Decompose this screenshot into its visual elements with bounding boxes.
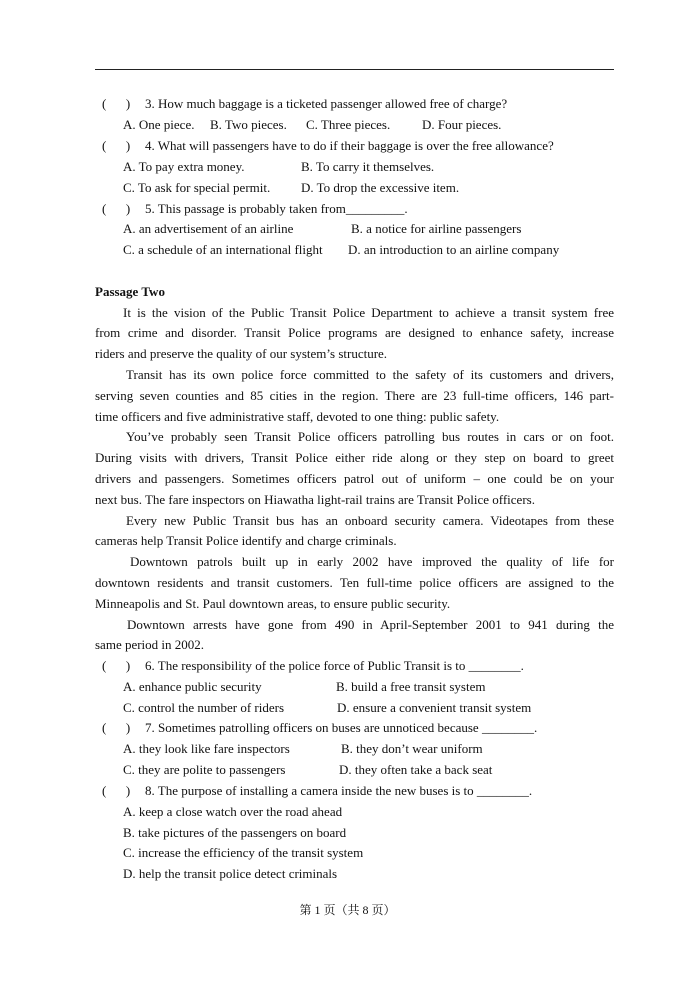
answer-blank-8[interactable]: ( ) (102, 783, 131, 798)
question-8-option-c: C. increase the efficiency of the transit system (123, 845, 364, 860)
question-8-option-d: D. help the transit police detect criminals (123, 866, 338, 881)
answer-blank-4[interactable]: ( ) (102, 138, 131, 153)
question-3-option-d: D. Four pieces. (422, 117, 502, 132)
answer-blank-3[interactable]: ( ) (102, 96, 131, 111)
passage-line: serving seven counties and 85 cities in the region. There are 23 full-time officers, 146 part- (95, 388, 614, 403)
question-7-option-a: A. they look like fare inspectors (123, 741, 290, 756)
passage-line: from crime and disorder. Transit Police programs are designed to enhance safety, increase (95, 325, 614, 340)
question-4-option-d: D. To drop the excessive item. (301, 180, 460, 195)
question-3-option-a: A. One piece. (123, 117, 195, 132)
question-7-option-d: D. they often take a back seat (339, 762, 493, 777)
passage-line: downtown residents and transit customers. Ten full-time police officers are assigned to the (95, 575, 614, 590)
passage-heading: Passage Two (95, 284, 165, 299)
question-7-option-c: C. they are polite to passengers (123, 762, 286, 777)
question-3-option-b: B. Two pieces. (210, 117, 287, 132)
question-5-text: 5. This passage is probably taken from_________. (145, 201, 408, 216)
passage-line: Downtown patrols built up in early 2002 have improved the quality of life for (130, 554, 614, 569)
question-8-option-b: B. take pictures of the passengers on board (123, 825, 347, 840)
question-5-option-c: C. a schedule of an international flight (123, 242, 323, 257)
question-6-option-a: A. enhance public security (123, 679, 262, 694)
question-3-text: 3. How much baggage is a ticketed passenger allowed free of charge? (145, 96, 508, 111)
question-8-text: 8. The purpose of installing a camera inside the new buses is to ________. (145, 783, 533, 798)
question-6-option-d: D. ensure a convenient transit system (337, 700, 532, 715)
passage-line: Minneapolis and St. Paul downtown areas, to ensure public security. (95, 596, 451, 611)
question-4-option-b: B. To carry it themselves. (301, 159, 435, 174)
question-7-text: 7. Sometimes patrolling officers on buses are unnoticed because ________. (145, 720, 538, 735)
question-6-option-b: B. build a free transit system (336, 679, 486, 694)
answer-blank-7[interactable]: ( ) (102, 720, 131, 735)
question-5-option-b: B. a notice for airline passengers (351, 221, 522, 236)
question-3-option-c: C. Three pieces. (306, 117, 391, 132)
header-rule (95, 69, 614, 70)
passage-line: cameras help Transit Police identify and charge criminals. (95, 533, 397, 548)
passage-line: drivers and passengers. Sometimes officers patrol out of uniform – one could be on your (95, 471, 614, 486)
question-4-option-a: A. To pay extra money. (123, 159, 245, 174)
answer-blank-6[interactable]: ( ) (102, 658, 131, 673)
question-5-option-a: A. an advertisement of an airline (123, 221, 294, 236)
passage-line: riders and preserve the quality of our system’s structure. (95, 346, 388, 361)
page-footer: 第 1 页（共 8 页） (299, 903, 396, 917)
passage-line: You’ve probably seen Transit Police officers patrolling bus routes in cars or on foot. (126, 429, 614, 444)
passage-line: same period in 2002. (95, 637, 205, 652)
question-6-text: 6. The responsibility of the police force of Public Transit is to ________. (145, 658, 524, 673)
question-4-option-c: C. To ask for special permit. (123, 180, 271, 195)
passage-line: next bus. The fare inspectors on Hiawatha light-rail trains are Transit Police officers. (95, 492, 535, 507)
answer-blank-5[interactable]: ( ) (102, 201, 131, 216)
question-7-option-b: B. they don’t wear uniform (341, 741, 483, 756)
question-4-text: 4. What will passengers have to do if their baggage is over the free allowance? (145, 138, 554, 153)
passage-line: Transit has its own police force committed to the safety of its customers and drivers, (126, 367, 614, 382)
passage-line: Every new Public Transit bus has an onboard security camera. Videotapes from these (126, 513, 614, 528)
passage-line: During visits with drivers, Transit Police either ride along or they step on board to greet (95, 450, 614, 465)
passage-line: time officers and five administrative staff, devoted to one thing: public safety. (95, 409, 500, 424)
question-5-option-d: D. an introduction to an airline company (348, 242, 560, 257)
passage-line: It is the vision of the Public Transit Police Department to achieve a transit system free (123, 305, 614, 320)
passage-line: Downtown arrests have gone from 490 in April-September 2001 to 941 during the (127, 617, 614, 632)
question-6-option-c: C. control the number of riders (123, 700, 285, 715)
question-8-option-a: A. keep a close watch over the road ahead (123, 804, 343, 819)
